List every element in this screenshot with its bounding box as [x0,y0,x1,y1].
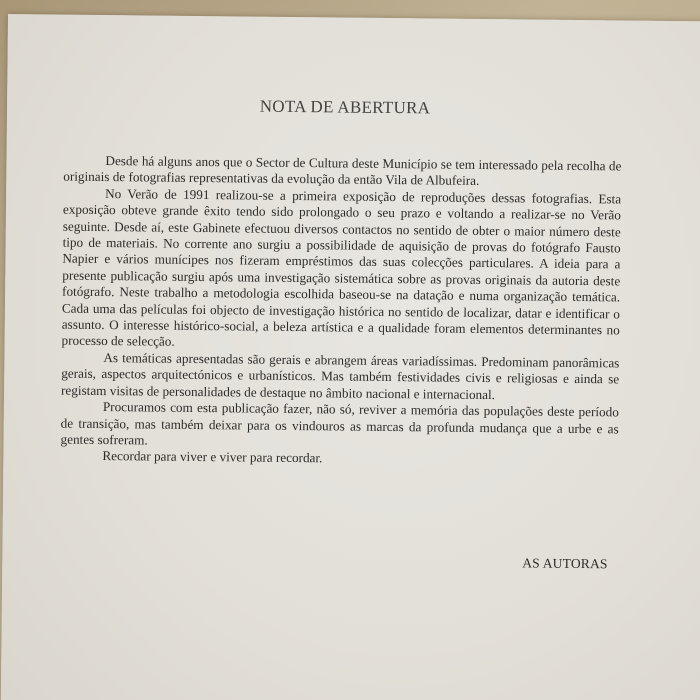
paragraph-exhibition: No Verão de 1991 realizou-se a primeira exposição de reproduções dessas fotografias. Esta exposição obteve grande êxito tendo sido prolongado o seu prazo e voltando a realizar-se no Verão seguinte. Desde aí, este Gabinete efectuou diversos contactos no sentido de obter o maior número deste tipo de materiais. No corrente ano surgiu a possibilidade de aquisição de provas do fotógrafo Fausto Napier e vários munícipes nos fizeram empréstimos das suas colecções particulares. A ideia para a presente publicação surgiu após uma investigação sistemática sobre as provas originais da autoria deste fotógrafo. Neste trabalho a metodologia escolhida baseou-se na datação e numa organização temática. Cada uma das películas foi objecto de investigação histórica no sentido de localizar, datar e identificar o assunto. O interesse histórico-social, a beleza artística e a qualidade foram elementos determinantes no processo de selecção. [61,185,622,350]
body-text [60,153,621,471]
paragraph-motto: Recordar para viver e viver para recordar. [102,448,323,466]
paragraph-themes: As temáticas apresentadas são gerais e abrangem áreas variadíssimas. Predominam panorâmicas gerais, aspectos arquitectónicos e urbanísticos. Mas também festividades civis e religiosas e ainda se registam visitas de personalidades de destaque no âmbito nacional e internacional. [60,349,620,402]
page-title: NOTA DE ABERTURA [259,96,431,118]
paragraph-purpose: Procuramos com esta publicação fazer, não só, reviver a memória das populações deste período de transição, mas também deixar para os vindouros as marcas da profunda mudança que a urbe e as gentes sofreram. [60,399,619,448]
document-page [0,14,700,700]
signature: AS AUTORAS [522,555,608,572]
paragraph-intro: Desde há alguns anos que o Sector de Cultura deste Município se tem interessado pela recolha de originais de fotografias representativas da evolução da então Vila de Albufeira. [63,153,622,189]
